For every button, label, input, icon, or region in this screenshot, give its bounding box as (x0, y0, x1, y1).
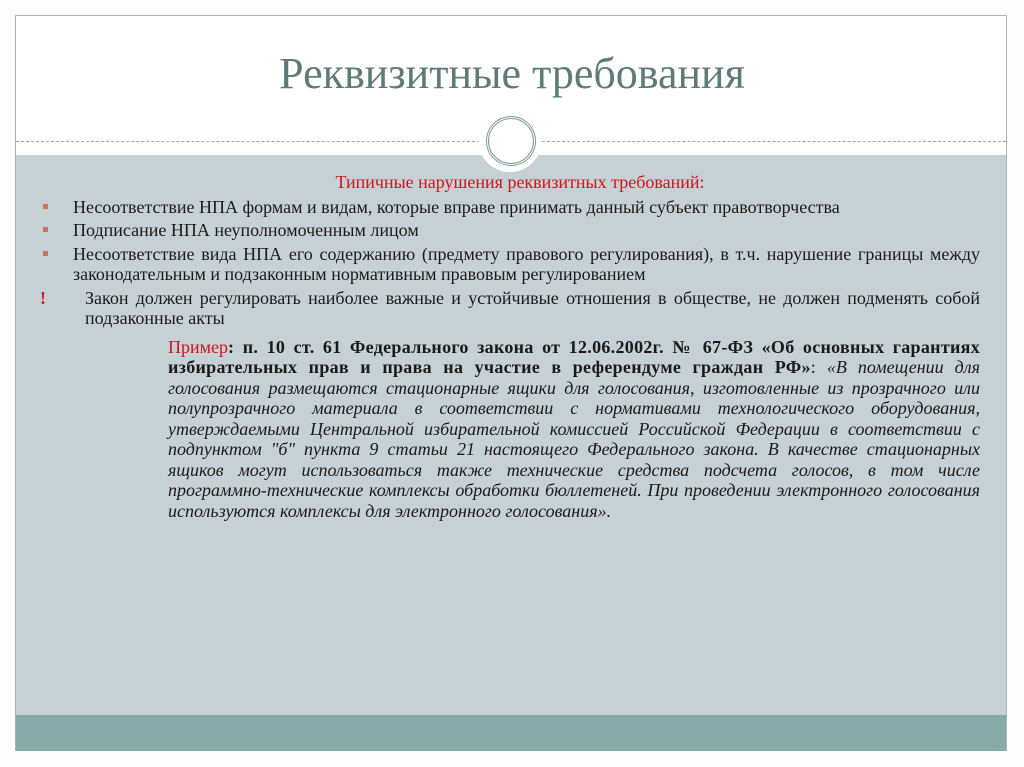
bullet-text: Несоответствие НПА формам и видам, которые вправе принимать данный субъект правотворчества (73, 196, 840, 217)
bullet-text: Несоответствие вида НПА его содержанию (предмету правового регулирования), в т.ч. нарушение границы между законодательным и подзаконным нормативным правовым регулированием (73, 243, 980, 284)
subtitle: Типичные нарушения реквизитных требований: (335, 172, 705, 192)
square-bullet-icon (43, 204, 48, 209)
example-block (168, 337, 980, 522)
bullet-item (40, 220, 980, 241)
bullet-item (40, 197, 980, 218)
example-quote: «В помещении для голосования размещаются стационарные ящики для голосования, изготовленные из прозрачного или полупрозрачного материала в соответствии с нормативами технологического оборудования, утверждаемыми Центральной избирательной комиссией Российской Федерации в соответствии с подпунктом "б" пункта 9 статьи 21 настоящего Федерального закона. В качестве стационарных ящиков могут использоваться также технические средства подсчета голосов, в том числе программно-технические комплексы обработки бюллетеней. При проведении электронного голосования используются комплексы для электронного голосования». (168, 357, 980, 521)
warning-text: Закон должен регулировать наиболее важные и устойчивые отношения в обществе, не должен подменять собой подзаконные акты (85, 287, 980, 328)
example-label: Пример (168, 336, 229, 357)
colon: : (228, 336, 243, 357)
exclamation-icon: ! (40, 287, 46, 308)
warning-item (40, 288, 980, 522)
bullet-text: Подписание НПА неуполномоченным лицом (73, 220, 419, 240)
slide-content (40, 172, 980, 524)
square-bullet-icon (43, 251, 48, 256)
circle-ornament-icon (486, 116, 536, 166)
colon: : (810, 357, 827, 377)
example-reference: п. 10 ст. 61 Федерального закона от 12.06.2002г. № 67-ФЗ «Об основных гарантиях избирательных прав и права на участие в референдуме граждан РФ» (168, 336, 980, 377)
slide-title: Реквизитные требования (279, 49, 745, 98)
footer-band (16, 715, 1006, 751)
bullet-item (40, 244, 980, 285)
square-bullet-icon (43, 227, 48, 232)
